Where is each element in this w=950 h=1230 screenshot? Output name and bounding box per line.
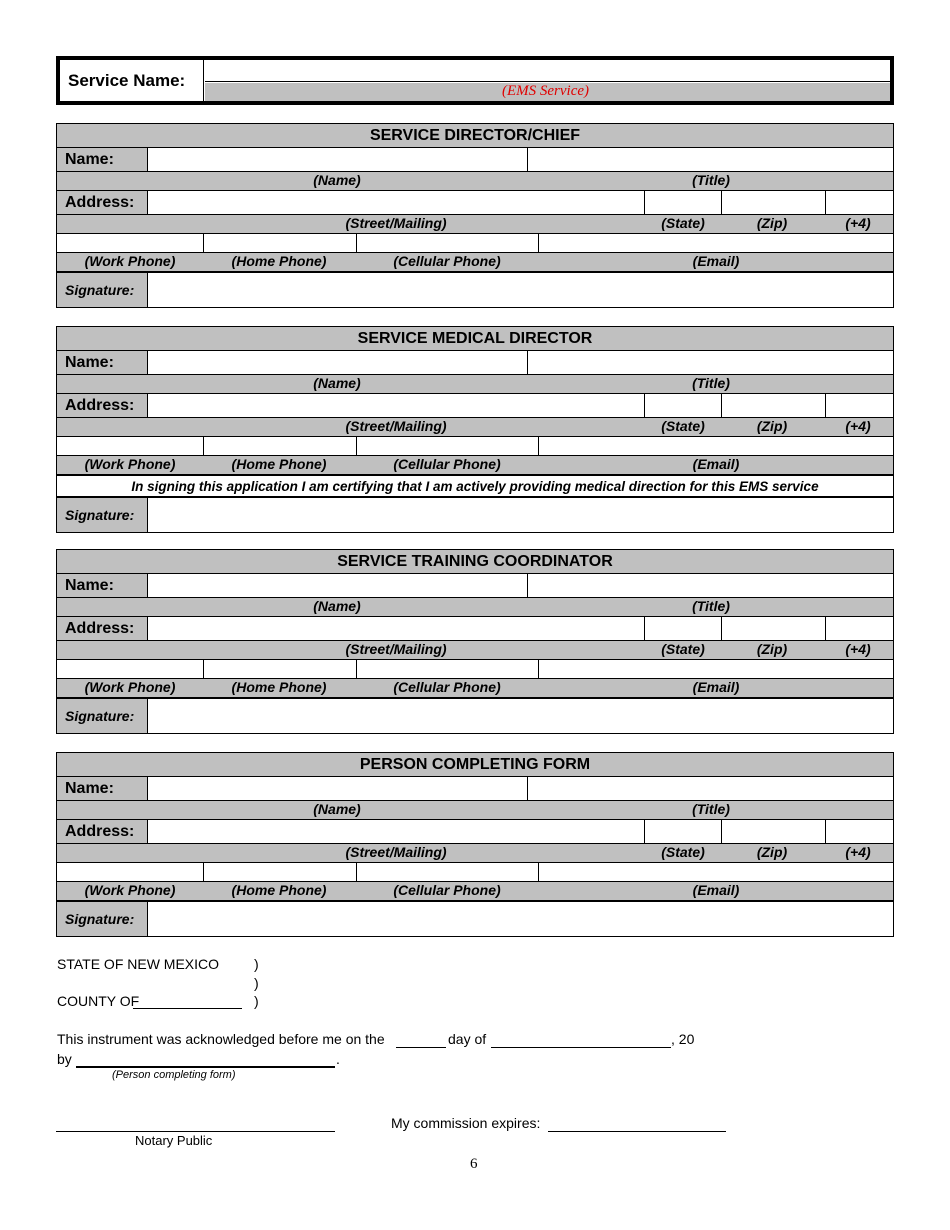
home-phone-input[interactable] [203,659,357,679]
ack-text: This instrument was acknowledged before me on the [57,1031,385,1047]
home-phone-caption: (Home Phone) [231,882,327,898]
notary-public-label: Notary Public [135,1133,213,1148]
section-title: SERVICE MEDICAL DIRECTOR [56,326,894,351]
title-input[interactable] [527,776,894,801]
street-input[interactable] [147,393,645,418]
cell-phone-input[interactable] [356,436,539,456]
state-caption: (State) [661,844,705,860]
state-caption: (State) [661,641,705,657]
street-caption: (Street/Mailing) [345,418,447,434]
notary-county: COUNTY OF [57,993,140,1009]
plus4-input[interactable] [825,616,894,641]
zip-input[interactable] [721,393,826,418]
title-caption: (Title) [692,375,730,391]
name-caption-bar [56,800,894,820]
name-input[interactable] [147,776,528,801]
street-input[interactable] [147,819,645,844]
plus4-input[interactable] [825,190,894,215]
signature-input[interactable] [147,272,894,308]
by-text: by [57,1051,72,1067]
name-caption: (Name) [313,801,361,817]
email-input[interactable] [538,862,894,882]
cell-phone-input[interactable] [356,862,539,882]
state-input[interactable] [644,393,722,418]
person-completing-caption: (Person completing form) [112,1069,236,1081]
work-phone-caption: (Work Phone) [84,882,176,898]
month-field[interactable] [491,1047,671,1048]
name-caption-bar [56,374,894,394]
home-phone-caption: (Home Phone) [231,253,327,269]
zip-caption: (Zip) [756,215,788,231]
page-number: 6 [470,1156,478,1172]
street-caption: (Street/Mailing) [345,215,447,231]
home-phone-input[interactable] [203,233,357,253]
plus4-caption: (+4) [845,418,871,434]
address-label: Address: [56,393,148,418]
title-input[interactable] [527,573,894,598]
by-field[interactable] [76,1066,335,1068]
work-phone-caption: (Work Phone) [84,679,176,695]
work-phone-input[interactable] [56,436,204,456]
title-caption: (Title) [692,598,730,614]
home-phone-input[interactable] [203,436,357,456]
name-input[interactable] [147,350,528,375]
street-input[interactable] [147,190,645,215]
street-caption: (Street/Mailing) [345,641,447,657]
signature-label: Signature: [56,901,148,937]
zip-input[interactable] [721,616,826,641]
service-name-label: Service Name: [60,60,204,101]
work-phone-input[interactable] [56,862,204,882]
day-field[interactable] [396,1047,446,1048]
state-input[interactable] [644,616,722,641]
zip-caption: (Zip) [756,641,788,657]
home-phone-input[interactable] [203,862,357,882]
name-input[interactable] [147,147,528,172]
state-caption: (State) [661,418,705,434]
cell-phone-caption: (Cellular Phone) [393,253,501,269]
signature-input[interactable] [147,698,894,734]
name-caption: (Name) [313,598,361,614]
state-input[interactable] [644,819,722,844]
street-input[interactable] [147,616,645,641]
certification-note: In signing this application I am certifying that I am actively providing medical direction for this EMS service [56,475,894,497]
cell-phone-input[interactable] [356,233,539,253]
work-phone-caption: (Work Phone) [84,456,176,472]
section-title: SERVICE TRAINING COORDINATOR [56,549,894,574]
name-caption-bar [56,171,894,191]
section-title: SERVICE DIRECTOR/CHIEF [56,123,894,148]
signature-label: Signature: [56,272,148,308]
name-caption-bar [56,597,894,617]
notary-paren-1: ) [254,956,259,972]
cell-phone-caption: (Cellular Phone) [393,882,501,898]
plus4-caption: (+4) [845,641,871,657]
state-input[interactable] [644,190,722,215]
work-phone-input[interactable] [56,233,204,253]
email-input[interactable] [538,233,894,253]
day-of-text: day of [448,1031,487,1047]
name-label: Name: [56,350,148,375]
plus4-caption: (+4) [845,215,871,231]
cell-phone-caption: (Cellular Phone) [393,679,501,695]
ems-service-caption: (EMS Service) [502,83,590,99]
address-label: Address: [56,616,148,641]
service-name-input[interactable] [205,60,890,82]
state-caption: (State) [661,215,705,231]
email-caption: (Email) [692,882,740,898]
title-caption: (Title) [692,172,730,188]
name-label: Name: [56,147,148,172]
notary-paren-3: ) [254,993,259,1009]
signature-label: Signature: [56,698,148,734]
section-title: PERSON COMPLETING FORM [56,752,894,777]
plus4-input[interactable] [825,393,894,418]
email-input[interactable] [538,659,894,679]
name-input[interactable] [147,573,528,598]
email-caption: (Email) [692,679,740,695]
commission-label: My commission expires: [391,1115,541,1131]
work-phone-caption: (Work Phone) [84,253,176,269]
signature-label: Signature: [56,497,148,533]
title-input[interactable] [527,350,894,375]
zip-input[interactable] [721,819,826,844]
notary-paren-2: ) [254,975,259,991]
street-caption: (Street/Mailing) [345,844,447,860]
title-input[interactable] [527,147,894,172]
plus4-caption: (+4) [845,844,871,860]
name-caption: (Name) [313,172,361,188]
title-caption: (Title) [692,801,730,817]
by-period: . [336,1051,340,1067]
county-field[interactable] [133,1008,242,1009]
commission-field[interactable] [548,1131,726,1132]
email-caption: (Email) [692,253,740,269]
cell-phone-input[interactable] [356,659,539,679]
plus4-input[interactable] [825,819,894,844]
notary-state: STATE OF NEW MEXICO [57,956,220,972]
year-prefix: , 20 [671,1031,695,1047]
cell-phone-caption: (Cellular Phone) [393,456,501,472]
email-input[interactable] [538,436,894,456]
zip-caption: (Zip) [756,418,788,434]
zip-caption: (Zip) [756,844,788,860]
notary-signature-field[interactable] [56,1131,335,1132]
address-label: Address: [56,190,148,215]
email-caption: (Email) [692,456,740,472]
zip-input[interactable] [721,190,826,215]
signature-input[interactable] [147,497,894,533]
home-phone-caption: (Home Phone) [231,679,327,695]
name-label: Name: [56,776,148,801]
signature-input[interactable] [147,901,894,937]
name-label: Name: [56,573,148,598]
work-phone-input[interactable] [56,659,204,679]
address-label: Address: [56,819,148,844]
name-caption: (Name) [313,375,361,391]
home-phone-caption: (Home Phone) [231,456,327,472]
